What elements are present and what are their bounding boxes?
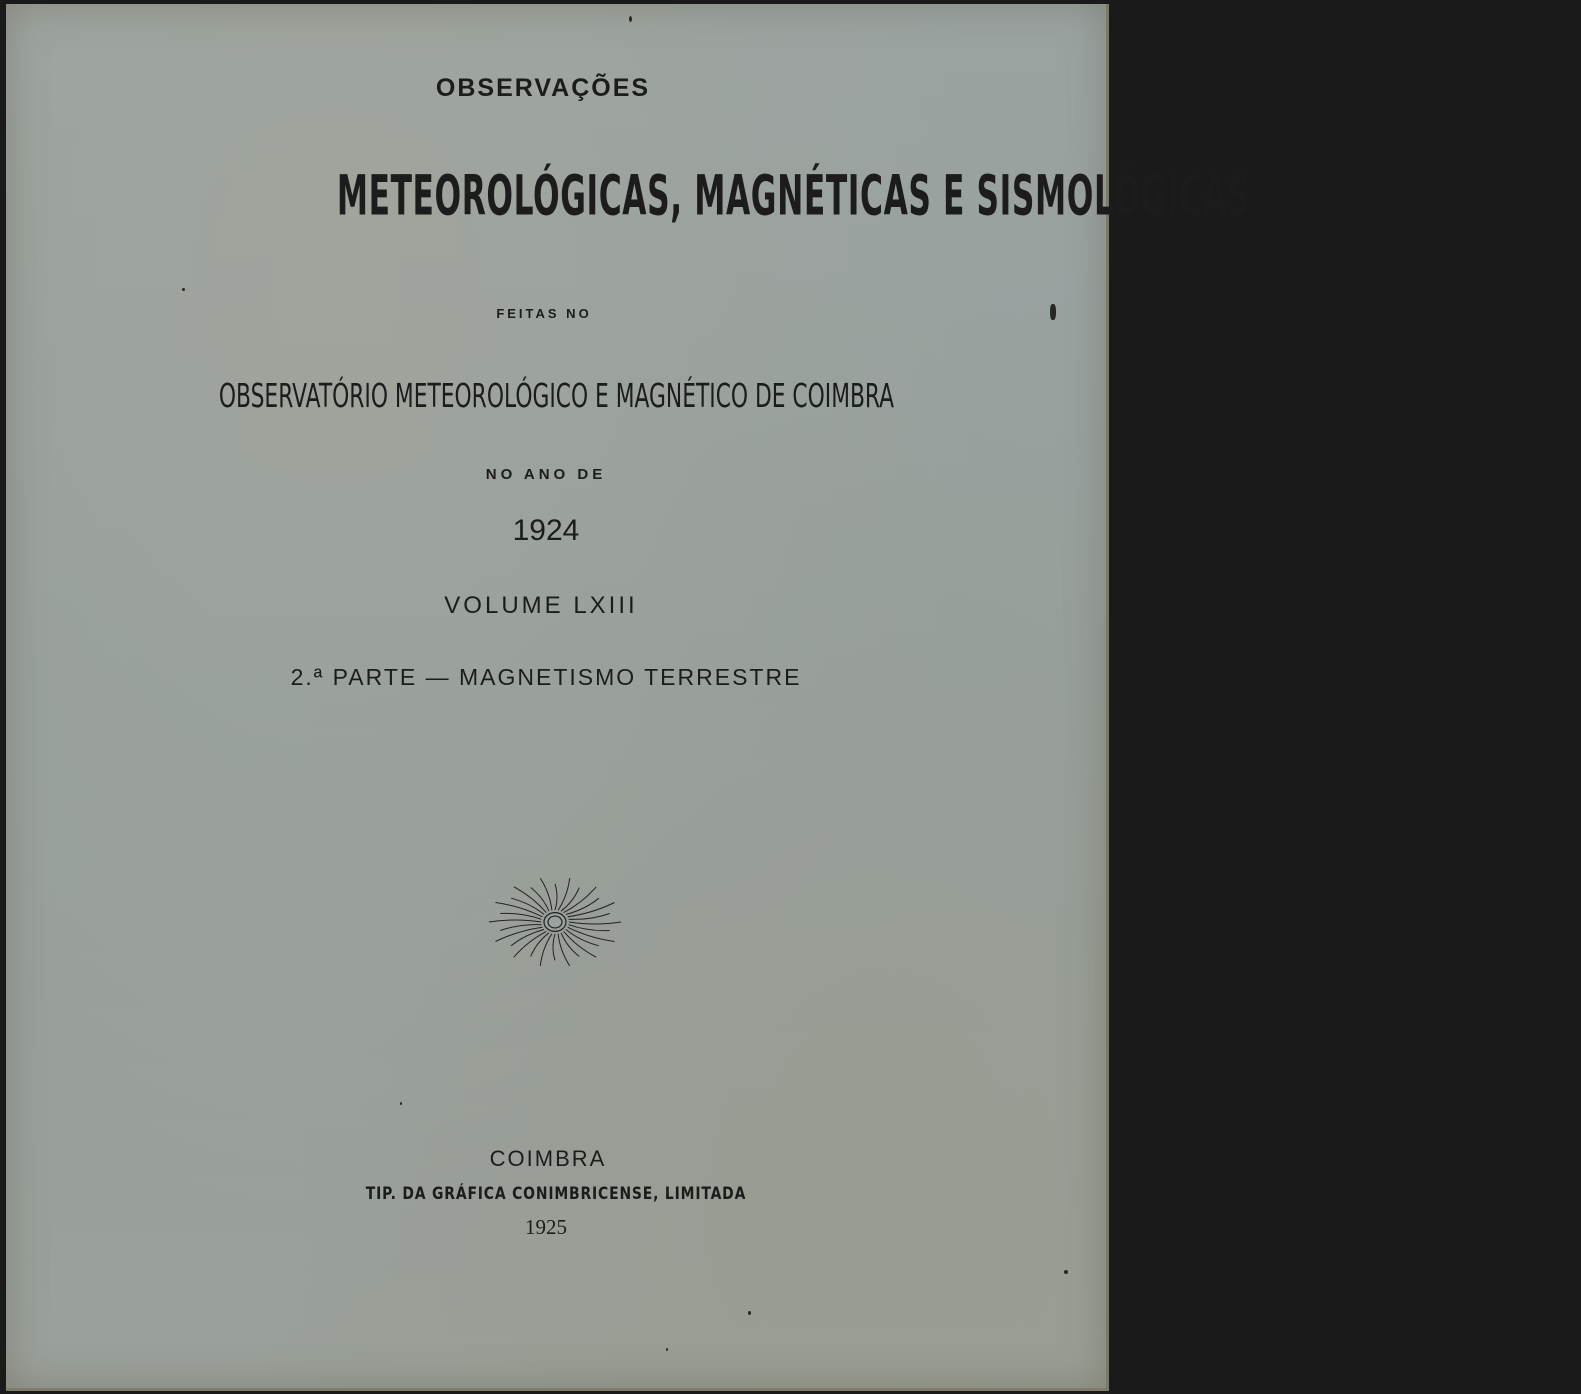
paper-speck — [1064, 1270, 1068, 1274]
sun-ornament-icon — [484, 874, 626, 970]
cover-heading: OBSERVAÇÕES — [435, 74, 651, 102]
cover-part: 2.ª PARTE — MAGNETISMO TERRESTRE — [290, 664, 802, 690]
sun-ray — [514, 931, 547, 957]
cover-made-at: FEITAS NO — [496, 306, 592, 321]
cover-volume: VOLUME LXIII — [444, 592, 638, 619]
imprint-printer-line — [6, 1184, 1106, 1204]
sun-ray — [500, 913, 541, 919]
sun-ray — [564, 887, 597, 913]
paper-speck — [400, 1102, 402, 1105]
paper-speck — [1050, 304, 1056, 320]
cover-year-prefix: NO ANO DE — [485, 466, 607, 483]
paper-speck — [666, 1348, 668, 1351]
sun-ray — [500, 925, 541, 931]
cover-institution-line — [6, 376, 1106, 415]
sun-ray — [569, 914, 610, 920]
sun-ray — [553, 934, 555, 960]
paper-speck — [629, 16, 632, 22]
cover-subject-line — [6, 163, 1251, 228]
cover-institution: OBSERVATÓRIO METEOROLÓGICO E MAGNÉTICO DE COIMBRA — [218, 376, 894, 415]
sun-ray — [496, 903, 543, 917]
sun-ray — [514, 887, 547, 913]
paper-speck — [748, 1311, 751, 1315]
cover-subject: METEOROLÓGICAS, MAGNÉTICAS E SISMOLÓGICAS — [336, 163, 1251, 228]
sun-ray — [569, 925, 610, 931]
sun-ray — [564, 931, 597, 957]
paper-speck — [182, 288, 185, 291]
imprint-city: COIMBRA — [489, 1146, 607, 1171]
imprint-year: 1925 — [525, 1215, 567, 1239]
cover-year: 1924 — [512, 514, 580, 547]
sun-ray — [489, 920, 541, 922]
sun-ray — [568, 927, 615, 941]
sun-ray — [555, 884, 557, 910]
book-cover — [6, 4, 1251, 1391]
imprint-printer: TIP. DA GRÁFICA CONIMBRICENSE, LIMITADA — [365, 1184, 747, 1204]
sun-ray — [569, 922, 621, 924]
